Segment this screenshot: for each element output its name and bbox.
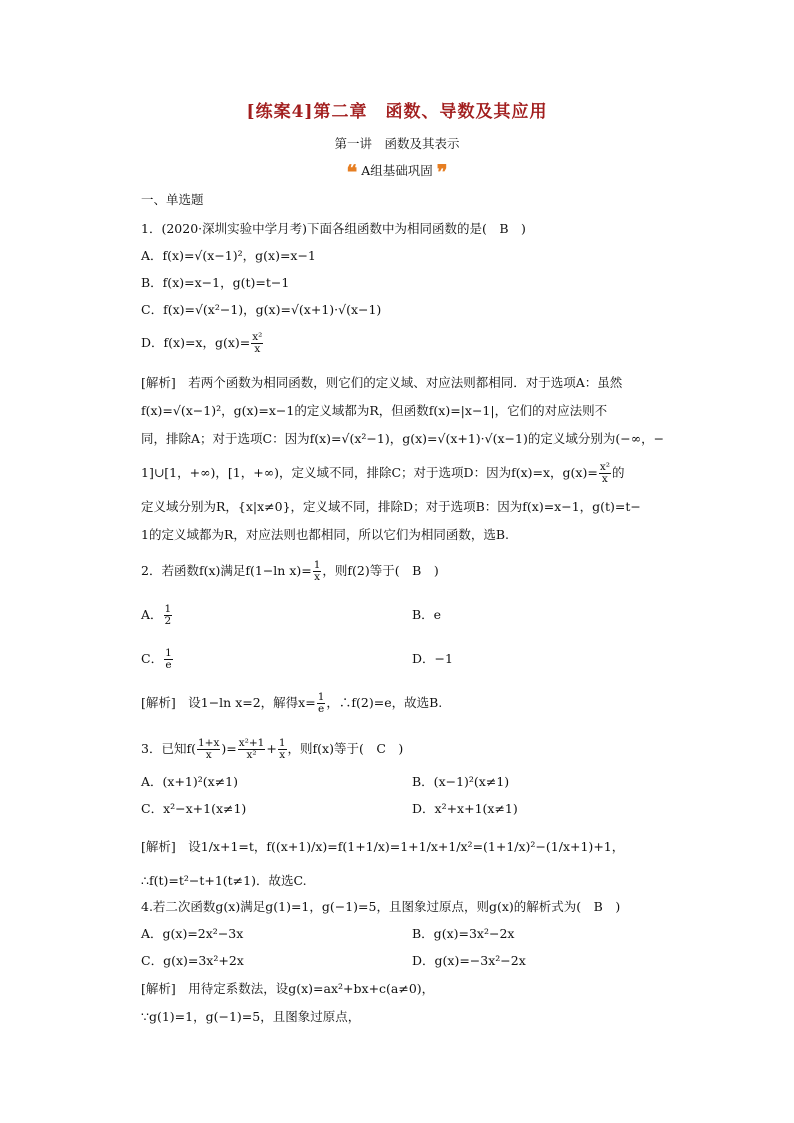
q4-stem: 4.若二次函数g(x)满足g(1)=1，g(−1)=5，且图象过原点，则g(x)的解析式为( B )	[141, 899, 621, 914]
fraction-denominator: 2	[164, 615, 172, 627]
fraction-denominator: x	[314, 571, 321, 583]
fraction-numerator: 1	[165, 647, 172, 659]
q3-stem-equals: )=	[221, 741, 237, 756]
q2-option-b: B．e	[412, 607, 442, 622]
q2-stem-tail: ，则f(2)等于( B )	[322, 563, 439, 578]
group-heading	[0, 160, 794, 184]
q4-option-a: A．g(x)=2x²−3x	[141, 926, 244, 941]
q2-stem-fraction	[313, 560, 322, 583]
q3-solution-line-2: ∴f(t)=t²−t+1(t≠1)．故选C.	[141, 873, 307, 888]
fraction-numerator: 1	[317, 691, 325, 703]
fraction-denominator: x²	[246, 749, 257, 761]
q3-rhs-fraction	[238, 738, 266, 761]
fraction-numerator: 1+x	[197, 737, 220, 749]
q3-stem	[141, 738, 681, 761]
q3-stem-tail: ，则f(x)等于( C )	[287, 741, 404, 756]
q1-option-b: B．f(x)=x−1，g(t)=t−1	[141, 275, 290, 290]
q4-option-d: D．g(x)=−3x²−2x	[412, 953, 526, 968]
q3-stem-text: 3．已知f(	[141, 741, 196, 756]
fraction-denominator: e	[317, 703, 325, 715]
fraction-numerator: x²	[252, 331, 263, 343]
section-heading: 一、单选题	[141, 192, 204, 207]
q4-solution-line-1: [解析] 用待定系数法，设g(x)=ax²+bx+c(a≠0)，	[141, 981, 435, 996]
q2-option-a-label: A．	[141, 607, 163, 622]
q2-solution-fraction	[317, 692, 326, 715]
q4-option-c: C．g(x)=3x²+2x	[141, 953, 244, 968]
open-quote-icon: ❝	[346, 160, 358, 184]
fraction-numerator: 1	[278, 737, 286, 749]
close-quote-icon: ❞	[436, 160, 448, 184]
q2-option-c-fraction	[164, 648, 173, 671]
q2-solution-tail: ，∴f(2)=e，故选B.	[326, 695, 443, 710]
q4-option-b: B．g(x)=3x²−2x	[412, 926, 515, 941]
q2-option-c-label: C．	[141, 651, 164, 666]
q1-option-d	[141, 332, 681, 355]
q3-stem-plus: +	[266, 741, 277, 756]
fraction-numerator: x²+1	[238, 737, 265, 749]
q1-solution-line-4	[141, 462, 681, 485]
fraction-denominator: x	[601, 473, 608, 485]
q1-option-d-fraction	[251, 332, 263, 355]
q1-solution-line-5: 定义域分别为R，{x|x≠0}，定义域不同，排除D；对于选项B：因为f(x)=x−1，g(t)=t−	[141, 499, 641, 514]
group-label: A组基础巩固	[361, 163, 433, 178]
q1-option-a: A．f(x)=√(x−1)²，g(x)=x−1	[141, 248, 316, 263]
q3-option-a: A．(x+1)²(x≠1)	[141, 774, 238, 789]
page-title: [练案4]第二章 函数、导数及其应用	[246, 102, 548, 122]
q4-solution-line-2: ∵g(1)=1，g(−1)=5，且图象过原点，	[141, 1009, 361, 1024]
q1-solution-line-4-tail: 的	[611, 465, 625, 480]
q1-solution-line-6: 1的定义域都为R，对应法则也都相同，所以它们为相同函数，选B.	[141, 527, 510, 542]
q2-stem-text: 2．若函数f(x)满足f(1−ln x)=	[141, 563, 312, 578]
q1-option-c: C．f(x)=√(x²−1)，g(x)=√(x+1)·√(x−1)	[141, 302, 382, 317]
q1-option-d-text: D．f(x)=x，g(x)=	[141, 335, 251, 350]
q1-solution-fraction	[599, 462, 611, 485]
q2-option-a-fraction	[164, 604, 173, 627]
fraction-denominator: x	[254, 343, 261, 355]
q2-solution-text: [解析] 设1−ln x=2，解得x=	[141, 695, 316, 710]
q3-plus-fraction	[278, 738, 287, 761]
q2-stem	[141, 560, 681, 583]
fraction-numerator: 1	[313, 559, 321, 571]
q2-option-d: D．−1	[412, 651, 453, 666]
q3-solution-line-1: [解析] 设1/x+1=t，f((x+1)/x)=f(1+1/x)=1+1/x+1/x²=(1+1/x)²−(1/x+1)+1，	[141, 839, 625, 854]
q3-option-c: C．x²−x+1(x≠1)	[141, 801, 247, 816]
fraction-numerator: x²	[599, 461, 610, 473]
q1-solution-line-1: [解析] 若两个函数为相同函数，则它们的定义域、对应法则都相同．对于选项A：虽然	[141, 375, 623, 390]
fraction-denominator: x	[205, 749, 212, 761]
fraction-denominator: e	[165, 659, 172, 671]
fraction-denominator: x	[279, 749, 286, 761]
fraction-numerator: 1	[164, 603, 172, 615]
q1-stem: 1．(2020·深圳实验中学月考)下面各组函数中为相同函数的是( B )	[141, 221, 526, 236]
q1-solution-line-3: 同，排除A；对于选项C：因为f(x)=√(x²−1)，g(x)=√(x+1)·√(x−1)的定义域分别为(−∞，−	[141, 431, 665, 446]
q2-solution	[141, 692, 681, 715]
q3-option-d: D．x²+x+1(x≠1)	[412, 801, 518, 816]
lesson-subtitle: 第一讲 函数及其表示	[334, 136, 460, 151]
q1-solution-line-2: f(x)=√(x−1)²，g(x)=x−1的定义域都为R，但函数f(x)=|x−1|，它们的对应法则不	[141, 403, 608, 418]
q3-arg-fraction	[197, 738, 220, 761]
q3-option-b: B．(x−1)²(x≠1)	[412, 774, 510, 789]
q1-solution-line-4-text: 1]∪[1，+∞)，[1，+∞)，定义域不同，排除C；对于选项D：因为f(x)=x，g(x)=	[141, 465, 598, 480]
